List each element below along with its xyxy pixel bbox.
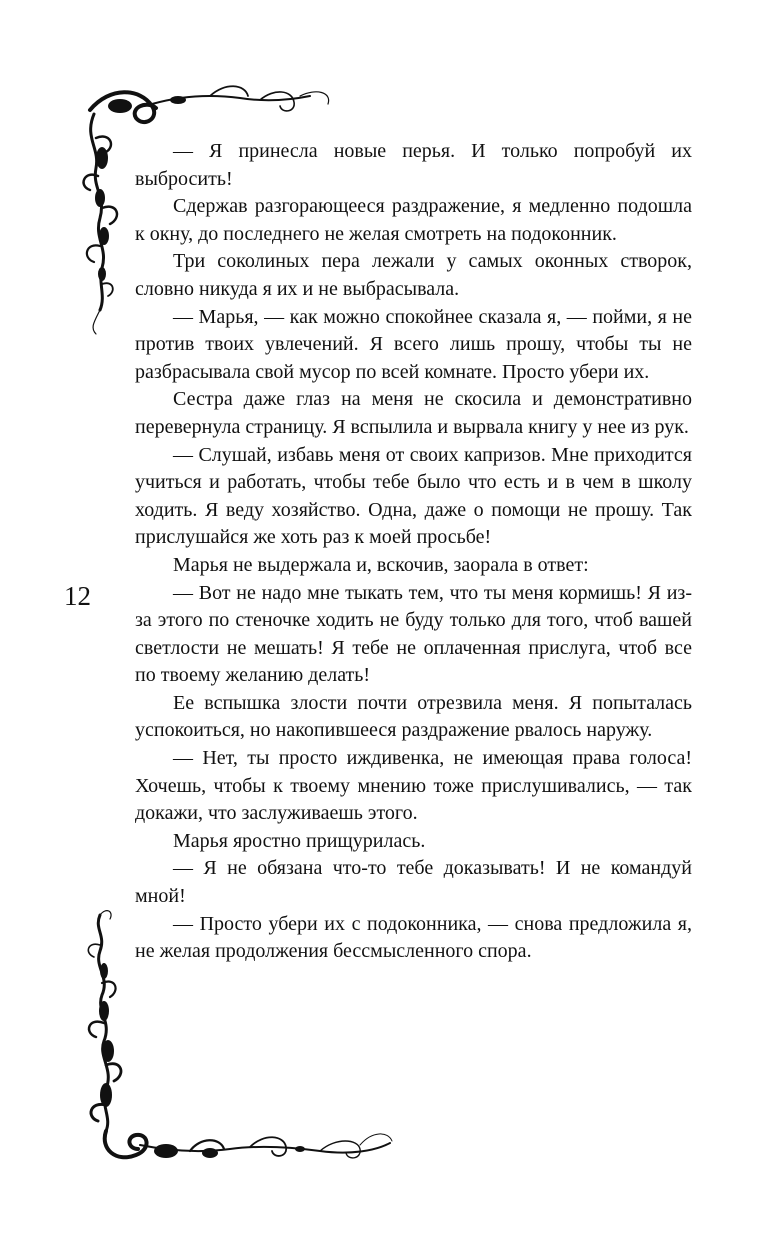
paragraph: Ее вспышка злости почти отрезвила меня. Я попыталась успокоиться, но накопившееся раздражение рвалось наружу. [135, 691, 692, 742]
paragraph: — Слушай, избавь меня от своих капризов. Мне приходится учиться и работать, чтобы тебе было что есть и в чем в школу ходить. Я веду хозяйство. Одна, даже о помощи не прошу. Так прислушайся же хоть раз к моей просьбе! [135, 443, 692, 549]
paragraph: Марья яростно прищурилась. [173, 829, 426, 852]
bottom-corner-ornament [60, 905, 400, 1175]
body-text [135, 138, 692, 966]
paragraph: Сестра даже глаз на меня не скосила и демонстративно перевернула страницу. Я вспылила и вырвала книгу у нее из рук. [135, 388, 692, 438]
paragraph: — Вот не надо мне тыкать тем, что ты меня кормишь! Я из-за этого по стеночке ходить не буду только для того, чтоб вашей светлости не мешать! Я тебе не оплаченная прислуга, чтоб все по твоему желанию делать! [135, 581, 692, 687]
paragraph: — Нет, ты просто иждивенка, не имеющая права голоса! Хочешь, чтобы к твоему мнению тоже прислушивались, — так докажи, что заслуживаешь этого. [135, 747, 692, 825]
paragraph: — Марья, — как можно спокойнее сказала я, — пойми, я не против твоих увлечений. Я всего лишь прошу, чтобы ты не разбрасывала свой мусор по всей комнате. Просто убери их. [135, 305, 692, 383]
paragraph: — Просто убери их с подоконника, — снова предложила я, не желая продолжения бессмысленного спора. [135, 912, 692, 963]
paragraph: Марья не выдержала и, вскочив, заорала в ответ: [173, 553, 589, 576]
paragraph: — Я принесла новые перья. И только попробуй их выбросить! [135, 140, 692, 190]
paragraph: Три соколиных пера лежали у самых оконных створок, словно никуда я их и не выбрасывала. [135, 250, 692, 300]
page-number: 12 [64, 581, 91, 611]
paragraph: — Я не обязана что-то тебе доказывать! И не командуй мной! [135, 857, 692, 908]
paragraph: Сдержав разгорающееся раздражение, я медленно подошла к окну, до последнего не желая смотреть на подоконник. [135, 195, 692, 245]
